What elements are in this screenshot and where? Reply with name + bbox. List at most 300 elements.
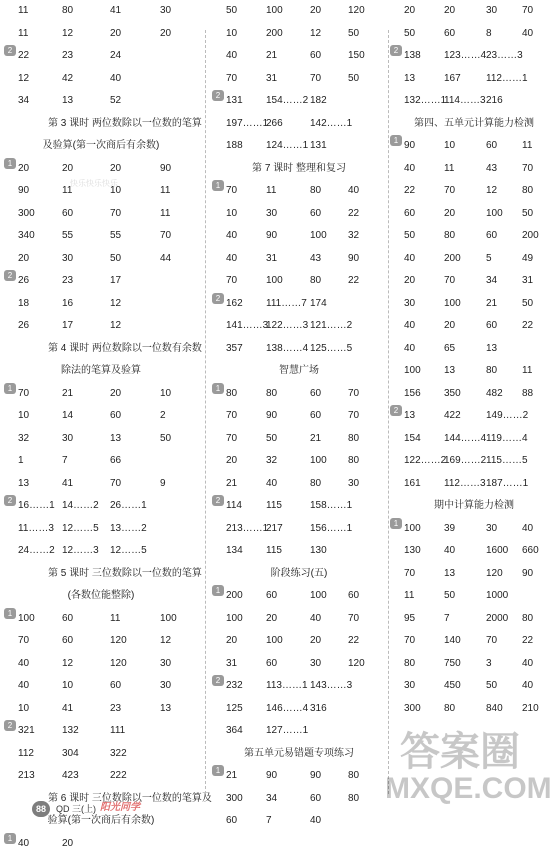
answer-value: 422 bbox=[444, 405, 461, 428]
answer-value: 12 bbox=[160, 630, 171, 653]
answer-value: 22 bbox=[348, 203, 359, 226]
answer-value: 141……3 bbox=[226, 315, 268, 338]
answer-value: 10 bbox=[444, 135, 455, 158]
answer-value: 20 bbox=[444, 203, 455, 226]
answer-value: 232 bbox=[226, 675, 243, 698]
answer-value: 66 bbox=[110, 450, 121, 473]
answer-value: 200 bbox=[444, 248, 461, 271]
answer-value: 70 bbox=[348, 383, 359, 406]
answer-value: 50 bbox=[404, 225, 415, 248]
answer-value: 44 bbox=[160, 248, 171, 271]
answer-value: 43 bbox=[486, 158, 497, 181]
answer-value: 188 bbox=[226, 135, 243, 158]
answer-value: 65 bbox=[444, 338, 455, 361]
answer-row bbox=[208, 180, 390, 203]
answer-row bbox=[390, 203, 558, 226]
answer-value: 40 bbox=[226, 45, 237, 68]
answer-row bbox=[208, 765, 390, 788]
answer-value: 40 bbox=[226, 248, 237, 271]
answer-row bbox=[208, 293, 390, 316]
answer-value: 660 bbox=[522, 540, 539, 563]
answer-row bbox=[0, 630, 202, 653]
question-number-badge: 2 bbox=[4, 45, 16, 56]
answer-value: 55 bbox=[62, 225, 73, 248]
answer-value: 100 bbox=[444, 293, 461, 316]
answer-value: 12 bbox=[310, 23, 321, 46]
answer-value: 112……1 bbox=[486, 68, 528, 91]
answer-value: 34 bbox=[18, 90, 29, 113]
answer-value: 55 bbox=[110, 225, 121, 248]
answer-value: 20 bbox=[444, 315, 455, 338]
answer-row bbox=[390, 248, 558, 271]
answer-value: 40 bbox=[18, 833, 29, 855]
answer-value: 131 bbox=[226, 90, 243, 113]
answer-value: 222 bbox=[110, 765, 127, 788]
answer-value: 60 bbox=[310, 383, 321, 406]
answer-value: 22 bbox=[348, 630, 359, 653]
answer-row bbox=[208, 383, 390, 406]
answer-row bbox=[390, 698, 558, 721]
answer-value: 12 bbox=[62, 653, 73, 676]
section-heading: 验算(第一次商后有余数) bbox=[0, 810, 202, 833]
answer-value: 60 bbox=[486, 225, 497, 248]
answer-value: 95 bbox=[404, 608, 415, 631]
answer-row bbox=[390, 675, 558, 698]
answer-value: 21 bbox=[486, 293, 497, 316]
answer-value: 70 bbox=[404, 563, 415, 586]
column-divider bbox=[388, 30, 389, 794]
answer-row bbox=[208, 608, 390, 631]
answer-value: 300 bbox=[404, 698, 421, 721]
answer-value: 20 bbox=[444, 0, 455, 23]
answer-value: 32 bbox=[348, 225, 359, 248]
answer-value: 364 bbox=[226, 720, 243, 743]
answer-value: 100 bbox=[266, 630, 283, 653]
answer-value: 200 bbox=[226, 585, 243, 608]
answer-value: 80 bbox=[226, 383, 237, 406]
answer-value: 100 bbox=[310, 450, 327, 473]
answer-value: 12 bbox=[18, 68, 29, 91]
answer-value: 23 bbox=[62, 45, 73, 68]
answer-row bbox=[390, 158, 558, 181]
answer-value: 100 bbox=[18, 608, 35, 631]
answer-value: 134 bbox=[226, 540, 243, 563]
answer-value: 80 bbox=[266, 383, 277, 406]
answer-value: 20 bbox=[110, 383, 121, 406]
answer-value: 121……2 bbox=[310, 315, 352, 338]
answer-value: 90 bbox=[160, 158, 171, 181]
answer-row bbox=[390, 540, 558, 563]
answer-value: 12……5 bbox=[110, 540, 147, 563]
answer-value: 60 bbox=[404, 203, 415, 226]
answer-row bbox=[208, 248, 390, 271]
answer-row bbox=[0, 653, 202, 676]
answer-row bbox=[0, 675, 202, 698]
answer-value: 11 bbox=[522, 360, 532, 383]
answer-column-2 bbox=[208, 0, 390, 800]
question-number-badge: 2 bbox=[4, 720, 16, 731]
answer-value: 140 bbox=[444, 630, 461, 653]
answer-row bbox=[0, 203, 202, 226]
answer-value: 60 bbox=[62, 608, 73, 631]
answer-value: 122……3 bbox=[266, 315, 308, 338]
answer-value: 22 bbox=[522, 630, 533, 653]
answer-value: 30 bbox=[404, 675, 415, 698]
answer-value: 80 bbox=[348, 428, 359, 451]
answer-value: 7 bbox=[266, 810, 272, 833]
answer-value: 146……4 bbox=[266, 698, 308, 721]
answer-value: 49 bbox=[522, 248, 533, 271]
answer-value: 80 bbox=[486, 360, 497, 383]
answer-row bbox=[208, 45, 390, 68]
section-heading: 第 4 课时 两位数除以一位数有余数 bbox=[0, 338, 202, 361]
answer-row bbox=[0, 495, 202, 518]
answer-row bbox=[0, 743, 202, 766]
answer-row bbox=[390, 473, 558, 496]
answer-value: 200 bbox=[522, 225, 539, 248]
answer-value: 70 bbox=[226, 405, 237, 428]
answer-value: 80 bbox=[348, 450, 359, 473]
answer-value: 210 bbox=[522, 698, 539, 721]
answer-value: 40 bbox=[110, 68, 121, 91]
answer-row bbox=[390, 293, 558, 316]
answer-value: 70 bbox=[522, 158, 533, 181]
answer-value: 115……5 bbox=[486, 450, 528, 473]
answer-value: 40 bbox=[522, 518, 533, 541]
page-number: 88 bbox=[32, 801, 50, 817]
answer-value: 150 bbox=[348, 45, 365, 68]
answer-row bbox=[390, 383, 558, 406]
answer-value: 40 bbox=[444, 540, 455, 563]
section-heading: (各数位能整除) bbox=[0, 585, 202, 608]
answer-value: 70 bbox=[348, 405, 359, 428]
answer-value: 321 bbox=[18, 720, 35, 743]
answer-value: 21 bbox=[226, 473, 237, 496]
answer-row bbox=[390, 608, 558, 631]
brand-logo: 阳光同学 bbox=[100, 799, 140, 817]
answer-row bbox=[208, 473, 390, 496]
answer-value: 350 bbox=[444, 383, 461, 406]
answer-row bbox=[0, 0, 202, 23]
answer-value: 100 bbox=[486, 203, 503, 226]
answer-value: 11 bbox=[522, 135, 532, 158]
answer-value: 40 bbox=[404, 158, 415, 181]
answer-value: 30 bbox=[160, 675, 171, 698]
answer-row bbox=[390, 450, 558, 473]
answer-value: 182 bbox=[310, 90, 327, 113]
answer-value: 11……3 bbox=[18, 518, 54, 541]
answer-value: 40 bbox=[18, 675, 29, 698]
answer-row bbox=[208, 653, 390, 676]
question-number-badge: 1 bbox=[4, 833, 16, 844]
answer-row bbox=[390, 653, 558, 676]
answer-value: 30 bbox=[310, 653, 321, 676]
answer-value: 23 bbox=[110, 698, 121, 721]
answer-value: 30 bbox=[160, 653, 171, 676]
watermark-logo: 答案圈 bbox=[400, 720, 520, 777]
answer-row bbox=[0, 428, 202, 451]
answer-value: 143……3 bbox=[310, 675, 352, 698]
answer-value: 70 bbox=[226, 180, 237, 203]
answer-value: 50 bbox=[266, 428, 277, 451]
answer-value: 20 bbox=[226, 630, 237, 653]
answer-value: 13 bbox=[110, 428, 121, 451]
answer-value: 120 bbox=[348, 0, 365, 23]
answer-value: 31 bbox=[266, 248, 277, 271]
answer-value: 50 bbox=[404, 23, 415, 46]
answer-value: 34 bbox=[486, 270, 497, 293]
answer-value: 127……1 bbox=[266, 720, 308, 743]
answer-value: 50 bbox=[348, 68, 359, 91]
answer-value: 60 bbox=[310, 203, 321, 226]
answer-row bbox=[208, 270, 390, 293]
answer-row bbox=[208, 540, 390, 563]
answer-value: 40 bbox=[404, 315, 415, 338]
answer-value: 11 bbox=[404, 585, 414, 608]
question-number-badge: 1 bbox=[390, 135, 402, 146]
answer-value: 187……1 bbox=[486, 473, 528, 496]
answer-value: 10 bbox=[62, 675, 73, 698]
question-number-badge: 2 bbox=[390, 405, 402, 416]
answer-value: 30 bbox=[486, 0, 497, 23]
answer-value: 112……3 bbox=[444, 473, 486, 496]
answer-value: 70 bbox=[18, 630, 29, 653]
answer-row bbox=[0, 68, 202, 91]
answer-value: 88 bbox=[522, 383, 533, 406]
answer-value: 10 bbox=[18, 405, 29, 428]
answer-value: 60 bbox=[486, 135, 497, 158]
answer-value: 80 bbox=[404, 653, 415, 676]
section-heading: 智慧广场 bbox=[208, 360, 390, 383]
answer-row bbox=[208, 698, 390, 721]
answer-value: 70 bbox=[404, 630, 415, 653]
answer-value: 12 bbox=[62, 23, 73, 46]
answer-value: 100 bbox=[266, 270, 283, 293]
answer-value: 12 bbox=[110, 293, 121, 316]
answer-row bbox=[208, 428, 390, 451]
answer-value: 60 bbox=[310, 45, 321, 68]
answer-row bbox=[0, 540, 202, 563]
answer-value: 50 bbox=[160, 428, 171, 451]
answer-row bbox=[390, 135, 558, 158]
answer-value: 30 bbox=[486, 518, 497, 541]
answer-value: 113……1 bbox=[266, 675, 308, 698]
answer-value: 197……1 bbox=[226, 113, 268, 136]
question-number-badge: 1 bbox=[212, 765, 224, 776]
answer-value: 60 bbox=[444, 23, 455, 46]
answer-value: 31 bbox=[226, 653, 237, 676]
answer-value: 52 bbox=[110, 90, 121, 113]
answer-value: 115 bbox=[266, 495, 282, 518]
answer-row bbox=[390, 338, 558, 361]
answer-value: 13 bbox=[18, 473, 29, 496]
answer-value: 132……1 bbox=[404, 90, 446, 113]
question-number-badge: 2 bbox=[4, 270, 16, 281]
answer-value: 100 bbox=[310, 225, 327, 248]
answer-value: 100 bbox=[160, 608, 177, 631]
answer-value: 70 bbox=[18, 383, 29, 406]
answer-value: 90 bbox=[310, 765, 321, 788]
answer-value: 80 bbox=[348, 788, 359, 811]
answer-row bbox=[0, 293, 202, 316]
answer-value: 138 bbox=[404, 45, 421, 68]
section-heading: 期中计算能力检测 bbox=[390, 495, 558, 518]
answer-value: 80 bbox=[62, 0, 73, 23]
answer-value: 17 bbox=[62, 315, 73, 338]
answer-value: 11 bbox=[266, 180, 276, 203]
answer-value: 26 bbox=[18, 270, 29, 293]
answer-value: 149……2 bbox=[486, 405, 528, 428]
answer-value: 60 bbox=[110, 405, 121, 428]
answer-value: 50 bbox=[522, 293, 533, 316]
answer-value: 20 bbox=[160, 23, 171, 46]
answer-value: 114……3 bbox=[444, 90, 486, 113]
section-heading: 除法的笔算及验算 bbox=[0, 360, 202, 383]
answer-row bbox=[0, 405, 202, 428]
answer-value: 90 bbox=[266, 765, 277, 788]
answer-row bbox=[390, 45, 558, 68]
answer-value: 20 bbox=[310, 630, 321, 653]
answer-row bbox=[390, 68, 558, 91]
answer-row bbox=[0, 158, 202, 181]
answer-row bbox=[0, 450, 202, 473]
answer-value: 50 bbox=[444, 585, 455, 608]
answer-value: 40 bbox=[266, 473, 277, 496]
answer-value: 750 bbox=[444, 653, 461, 676]
answer-value: 156……1 bbox=[310, 518, 352, 541]
answer-value: 80 bbox=[444, 225, 455, 248]
answer-value: 20 bbox=[310, 0, 321, 23]
answer-row bbox=[390, 405, 558, 428]
answer-value: 423 bbox=[62, 765, 79, 788]
answer-value: 80 bbox=[310, 270, 321, 293]
answer-value: 70 bbox=[110, 203, 121, 226]
answer-value: 32 bbox=[266, 450, 277, 473]
answer-value: 22 bbox=[348, 270, 359, 293]
answer-row bbox=[0, 608, 202, 631]
answer-value: 217 bbox=[266, 518, 283, 541]
answer-value: 60 bbox=[62, 630, 73, 653]
answer-row bbox=[0, 720, 202, 743]
answer-value: 11 bbox=[444, 158, 454, 181]
question-number-badge: 1 bbox=[4, 158, 16, 169]
answer-value: 50 bbox=[348, 23, 359, 46]
answer-row bbox=[208, 495, 390, 518]
question-number-badge: 2 bbox=[4, 495, 16, 506]
answer-row bbox=[208, 720, 390, 743]
answer-value: 40 bbox=[226, 225, 237, 248]
answer-value: 266 bbox=[266, 113, 283, 136]
answer-value: 13 bbox=[404, 68, 415, 91]
answer-value: 40 bbox=[522, 675, 533, 698]
answer-value: 20 bbox=[18, 158, 29, 181]
answer-value: 8 bbox=[486, 23, 492, 46]
answer-value: 130 bbox=[310, 540, 327, 563]
answer-row bbox=[208, 23, 390, 46]
answer-row bbox=[0, 315, 202, 338]
answer-row bbox=[208, 135, 390, 158]
answer-value: 20 bbox=[404, 270, 415, 293]
answer-value: 1000 bbox=[486, 585, 508, 608]
answer-row bbox=[208, 338, 390, 361]
answer-value: 124……1 bbox=[266, 135, 308, 158]
answer-value: 16 bbox=[62, 293, 73, 316]
answer-value: 11 bbox=[62, 180, 72, 203]
answer-value: 10 bbox=[226, 23, 237, 46]
question-number-badge: 2 bbox=[212, 90, 224, 101]
answer-row bbox=[0, 270, 202, 293]
answer-value: 22 bbox=[404, 180, 415, 203]
answer-row bbox=[208, 518, 390, 541]
answer-value: 13……2 bbox=[110, 518, 147, 541]
answer-value: 90 bbox=[18, 180, 29, 203]
answer-value: 20 bbox=[266, 608, 277, 631]
answer-value: 42 bbox=[62, 68, 73, 91]
answer-value: 112 bbox=[18, 743, 34, 766]
answer-row bbox=[390, 0, 558, 23]
answer-value: 60 bbox=[486, 315, 497, 338]
answer-value: 20 bbox=[110, 158, 121, 181]
answer-value: 138……4 bbox=[266, 338, 308, 361]
answer-value: 24 bbox=[110, 45, 121, 68]
answer-value: 100 bbox=[404, 360, 421, 383]
section-heading: 第四、五单元计算能力检测 bbox=[390, 113, 558, 136]
answer-value: 156 bbox=[404, 383, 421, 406]
answer-row bbox=[0, 248, 202, 271]
answer-value: 11 bbox=[18, 0, 28, 23]
stamp-watermark: 快乐快乐快乐 bbox=[70, 178, 118, 189]
answer-value: 122……2 bbox=[404, 450, 446, 473]
answer-row bbox=[390, 270, 558, 293]
answer-value: 125……5 bbox=[310, 338, 352, 361]
answer-row bbox=[208, 203, 390, 226]
answer-value: 2000 bbox=[486, 608, 508, 631]
answer-value: 14……2 bbox=[62, 495, 99, 518]
answer-value: 34 bbox=[266, 788, 277, 811]
answer-row bbox=[390, 315, 558, 338]
answer-value: 70 bbox=[226, 270, 237, 293]
answer-value: 20 bbox=[18, 248, 29, 271]
answer-value: 60 bbox=[110, 675, 121, 698]
question-number-badge: 2 bbox=[212, 675, 224, 686]
answer-value: 123……4 bbox=[444, 45, 486, 68]
answer-value: 70 bbox=[110, 473, 121, 496]
answer-value: 158……1 bbox=[310, 495, 352, 518]
answer-row bbox=[390, 585, 558, 608]
answer-value: 21 bbox=[266, 45, 277, 68]
answer-value: 167 bbox=[444, 68, 461, 91]
answer-value: 90 bbox=[266, 225, 277, 248]
answer-value: 450 bbox=[444, 675, 461, 698]
answer-value: 13 bbox=[486, 338, 497, 361]
answer-row bbox=[208, 585, 390, 608]
answer-value: 30 bbox=[266, 203, 277, 226]
answer-value: 213 bbox=[18, 765, 35, 788]
answer-value: 340 bbox=[18, 225, 35, 248]
answer-value: 70 bbox=[226, 428, 237, 451]
answer-value: 100 bbox=[404, 518, 421, 541]
answer-row bbox=[208, 225, 390, 248]
answer-value: 162 bbox=[226, 293, 243, 316]
answer-value: 21 bbox=[310, 428, 321, 451]
answer-row bbox=[208, 450, 390, 473]
answer-value: 482 bbox=[486, 383, 503, 406]
question-number-badge: 1 bbox=[4, 608, 16, 619]
answer-value: 120 bbox=[110, 630, 127, 653]
answer-value: 13 bbox=[444, 360, 455, 383]
answer-value: 32 bbox=[18, 428, 29, 451]
answer-row bbox=[0, 383, 202, 406]
